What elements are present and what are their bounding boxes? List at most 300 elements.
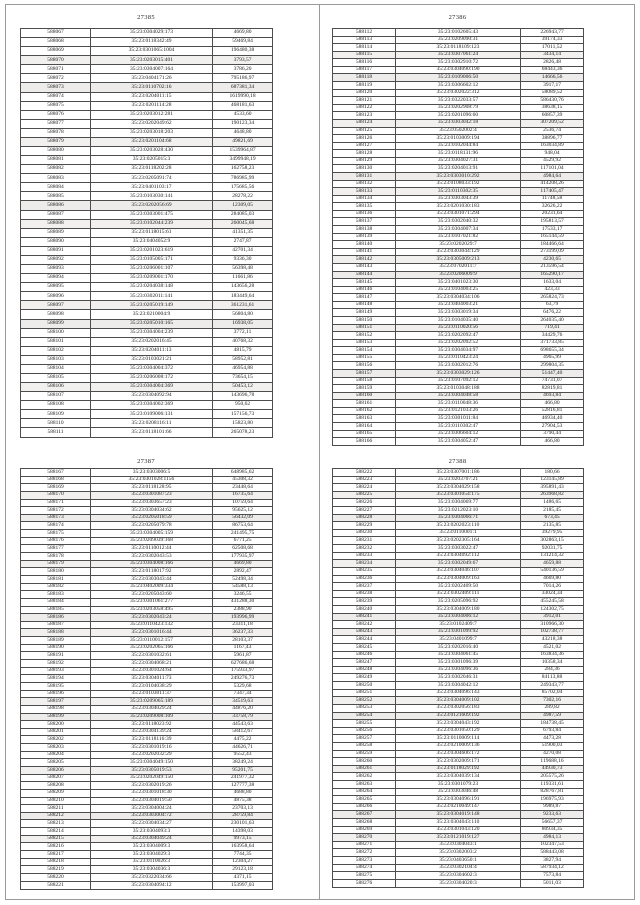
table-row [21,255,273,264]
table-row [21,128,273,137]
record-id-cell: 588190 [21,644,91,652]
record-id-cell: 588171 [21,499,91,507]
cadastral-number-cell: 35:23:0304096:191 [396,796,521,804]
table-row [21,355,273,364]
record-id-cell: 588268 [333,819,396,827]
amount-cell: 302863,15 [521,537,584,545]
record-id-cell: 588108 [21,401,91,410]
record-id-cell: 588178 [21,553,91,561]
table-row [21,537,273,545]
amount-cell: 1539964,87 [213,147,273,156]
record-id-cell: 588085 [21,192,91,201]
record-id-cell: 588117 [333,66,396,74]
record-id-cell: 588233 [333,552,396,560]
record-id-cell: 588226 [333,499,396,507]
record-id-cell: 588173 [21,514,91,522]
table-row [21,667,273,675]
amount-cell: 1619990,18 [213,92,273,101]
cadastral-number-cell: 35:23:0304049:24 [91,835,213,843]
record-id-cell: 588168 [21,476,91,484]
cadastral-number-cell: 35:23:0401023:30 [396,279,521,287]
table-row [21,660,273,668]
cadastral-number-cell: 35:23:0110012:157 [91,637,213,645]
cadastral-number-cell: 35:23:0110020:56 [396,324,521,332]
cadastral-number-cell: 35:23:0303004:72 [91,812,213,820]
table-row [21,858,273,866]
cadastral-number-cell: 35:23:0302910:72 [396,59,521,67]
table-row [333,142,584,150]
table-row [333,499,584,507]
table-row [333,339,584,347]
record-id-cell: 588121 [333,97,396,105]
table-row [21,237,273,246]
record-id-cell: 588163 [333,415,396,423]
record-id-cell: 588216 [21,843,91,851]
cadastral-number-cell: 35:23:0304602:3 [396,872,521,880]
cadastral-number-cell: 35:23:0304020:3 [396,879,521,887]
amount-cell: 92031,75 [521,545,584,553]
record-id-cell: 588232 [333,545,396,553]
amount-cell: 10358,34 [521,659,584,667]
amount-cell: 4533,60 [213,110,273,119]
amount-cell: 28759,84 [213,812,273,820]
cadastral-number-cell: 35:23:0404171:26 [91,74,213,83]
amount-cell: 4984,13 [521,834,584,842]
page-number-heading: 27388 [448,458,467,465]
cadastral-number-cell: 35:23:0103048:188 [396,385,521,393]
table-row [333,248,584,256]
amount-cell: 11748,58 [521,195,584,203]
table-row [333,226,584,234]
record-id-cell: 588243 [333,628,396,636]
amount-cell: 4815,79 [213,346,273,355]
record-id-cell: 588205 [21,759,91,767]
amount-cell: 46934,40 [521,415,584,423]
cadastral-number-cell: 35:23:0304009:102 [396,697,521,705]
record-id-cell: 588230 [333,529,396,537]
cadastral-number-cell: 35:23:0304066:71 [396,514,521,522]
record-id-cell: 588246 [333,651,396,659]
table-row [21,392,273,401]
record-id-cell: 588217 [21,851,91,859]
record-id-cell: 588239 [333,598,396,606]
cadastral-number-cell: 35:23:0110702:16 [91,83,213,92]
amount-cell: 2388,90 [213,606,273,614]
table-row [21,491,273,499]
table-row [333,666,584,674]
amount-cell: 6476,22 [521,309,584,317]
record-id-cell: 588157 [333,370,396,378]
table-row [21,147,273,156]
amount-cell: 165290,17 [521,271,584,279]
amount-cell: 56657,37 [521,819,584,827]
amount-cell: 63,79 [521,301,584,309]
record-id-cell: 588274 [333,864,396,872]
table-row [333,89,584,97]
cadastral-number-cell: 35:23:0103021:21 [91,355,213,364]
record-id-cell: 588136 [333,210,396,218]
amount-cell: 184466,64 [521,241,584,249]
record-id-cell: 588081 [21,156,91,165]
record-id-cell: 588155 [333,354,396,362]
table-row [333,872,584,880]
amount-cell: 162758,23 [213,165,273,174]
record-id-cell: 588098 [21,310,91,319]
amount-cell: 163034,89 [521,142,584,150]
table-row [21,346,273,355]
page-fold-divider [319,4,320,900]
amount-cell: 15823,80 [213,419,273,428]
record-id-cell: 588264 [333,788,396,796]
record-id-cell: 588146 [333,286,396,294]
table-row [21,47,273,56]
cadastral-number-cell: 35:23:0305009:213 [396,256,521,264]
record-id-cell: 588141 [333,248,396,256]
cadastral-number-cell: 35:23:0205015:3 [91,156,213,165]
cadastral-number-cell: 35:23:0301054:175 [396,491,521,499]
table-row [333,689,584,697]
table-row [333,674,584,682]
amount-cell: 27904,53 [521,423,584,431]
cadastral-number-cell: 35:23:0302003:2 [396,849,521,857]
table-row [21,652,273,660]
cadastral-number-cell: 35:23:0304606:172 [396,750,521,758]
amount-cell: 2185,45 [521,507,584,515]
cadastral-number-cell: 35:23:0304052:47 [396,438,521,446]
record-id-cell: 588076 [21,110,91,119]
table-row [333,720,584,728]
cadastral-number-cell: 35:23:0404052:9 [91,237,213,246]
cadastral-number-cell: 35:23:0202305:164 [396,537,521,545]
amount-cell: 3917,17 [521,82,584,90]
amount-cell: 4669,80 [213,29,273,38]
record-id-cell: 588227 [333,507,396,515]
table-row [333,765,584,773]
record-id-cell: 588110 [21,419,91,428]
cadastral-number-cell: 35:23:0301011:84 [396,415,521,423]
amount-cell: 119688,16 [521,758,584,766]
cadastral-number-cell: 35:23:0209039:168 [91,537,213,545]
record-id-cell: 588083 [21,174,91,183]
cadastral-number-cell: 35:23:0303657:23 [91,499,213,507]
amount-cell: 16735,64 [213,491,273,499]
cadastral-number-cell: 35:23:0203707:21 [396,476,521,484]
cadastral-number-cell: 35:23:0110001:1 [396,529,521,537]
record-id-cell: 588131 [333,172,396,180]
table-row [333,112,584,120]
cadastral-number-cell: 35:23:0302022:312 [396,89,521,97]
amount-cell: 3793,57 [213,56,273,65]
record-id-cell: 588204 [21,751,91,759]
cadastral-number-cell: 35:23:0304049:150 [91,759,213,767]
amount-cell: 23703,13 [213,805,273,813]
cadastral-number-cell: 35:23:0401099:7 [396,636,521,644]
table-row [333,742,584,750]
cadastral-number-cell: 35:23:0304004:372 [91,364,213,373]
table-row [21,568,273,576]
cadastral-number-cell: 35:23:0107021:82 [396,233,521,241]
record-id-cell: 588256 [333,727,396,735]
cadastral-number-cell: 35:23:0304009:3 [91,843,213,851]
record-id-cell: 588166 [333,438,396,446]
cadastral-number-cell: 35:23:0202029:7 [396,241,521,249]
cadastral-number-cell: 35:23:0205010:165 [91,319,213,328]
cadastral-number-cell: 35:23:0303010:292 [396,172,521,180]
cadastral-number-cell: 35:23:0301028:1156 [91,476,213,484]
record-id-cell: 588192 [21,660,91,668]
amount-cell: 33024,34 [521,590,584,598]
table-row [21,805,273,813]
amount-cell: 38638,15 [521,104,584,112]
amount-cell: 58412,67 [213,728,273,736]
page-number-heading: 27386 [448,14,467,21]
record-id-cell: 588111 [21,428,91,438]
amount-cell: 3246,55 [213,591,273,599]
table-row [21,246,273,255]
record-id-cell: 588095 [21,283,91,292]
amount-cell: 371733,85 [521,339,584,347]
cadastral-number-cell: 35:23:0118342:49 [91,38,213,47]
table-row [333,575,584,583]
table-row [333,704,584,712]
cadastral-number-cell: 35:23:0109006:50 [396,74,521,82]
record-id-cell: 588135 [333,203,396,211]
cadastral-number-cell: 35:23:0209001:170 [91,274,213,283]
cadastral-number-cell: 35:23:0108033:192 [396,180,521,188]
record-id-cell: 588199 [21,713,91,721]
cadastral-number-cell: 35:23:0304004:239 [91,328,213,337]
cadastral-number-cell: 35:23:0110423:24 [396,354,521,362]
amount-cell: 86753,64 [213,522,273,530]
cadastral-number-cell: 35:23:0301099:92 [396,628,521,636]
cadastral-number-cell: 35:23:0304068:21 [91,660,213,668]
record-id-cell: 588183 [21,591,91,599]
record-id-cell: 588182 [21,583,91,591]
amount-cell: 165144,59 [521,233,584,241]
table-row [21,219,273,228]
cadastral-number-cell: 35:23:0302043:53 [91,553,213,561]
cadastral-number-cell: 35:23:0304004:24 [91,805,213,813]
amount-cell: 74731,07 [521,377,584,385]
cadastral-number-cell: 35:23:0302409:111 [396,590,521,598]
cadastral-number-cell: 35:23:0306604:12 [396,430,521,438]
amount-cell: 3499948,19 [213,156,273,165]
amount-cell: 195813,57 [521,218,584,226]
table-row [333,218,584,226]
record-id-cell: 588078 [21,128,91,137]
table-row [21,283,273,292]
table-row [21,637,273,645]
amount-cell: 51900,03 [521,742,584,750]
cadastral-number-cell: 35:23:0304042:12 [396,682,521,690]
table-row [21,721,273,729]
table-row [333,750,584,758]
cadastral-number-cell: 35:23:0304004:369 [91,383,213,392]
cadastral-number-cell: 35:23:0202065:166 [91,644,213,652]
amount-cell: 648985,62 [213,469,273,477]
cadastral-number-cell: 35:23:0302012:76 [396,362,521,370]
amount-cell: 4230,65 [521,256,584,264]
table-row [333,415,584,423]
cadastral-number-cell: 35:23:0304061:45 [396,651,521,659]
record-id-cell: 588206 [21,766,91,774]
amount-cell: 102738,77 [521,628,584,636]
table-row [333,400,584,408]
table-row [333,758,584,766]
table-row [21,174,273,183]
amount-cell: 196480,38 [213,47,273,56]
record-id-cell: 588189 [21,637,91,645]
cadastral-number-cell: 35:23:0304008:166 [91,560,213,568]
record-id-cell: 588271 [333,841,396,849]
cadastral-number-cell: 35:23:0307061:24 [396,51,521,59]
cadastral-number-cell: 35:23:0206008:172 [91,373,213,382]
record-id-cell: 588197 [21,698,91,706]
record-id-cell: 588254 [333,712,396,720]
table-row [333,29,584,37]
table-row [333,507,584,515]
table-row [21,110,273,119]
amount-cell: 56432,09 [213,514,273,522]
cadastral-number-cell: 35:23:0702011:7 [396,263,521,271]
record-id-cell: 588087 [21,210,91,219]
amount-cell: 102347,53 [521,841,584,849]
table-row [333,598,584,606]
amount-cell: 180,66 [521,469,584,477]
table-row [333,430,584,438]
cadastral-number-cell: 35:23:0305019:53 [91,766,213,774]
amount-cell: 73654,15 [213,373,273,382]
amount-cell: 3786,20 [213,65,273,74]
amount-cell: 307209,52 [521,119,584,127]
cadastral-number-cell: 35:23:0301024:64 [91,667,213,675]
cadastral-number-cell: 35:23:0304002:369 [91,401,213,410]
record-id-cell: 588109 [21,410,91,419]
amount-cell: 23448,64 [213,484,273,492]
amount-cell: 183449,64 [213,292,273,301]
amount-cell: 687381,34 [213,83,273,92]
cadastral-number-cell: 35:23:0302019:26 [91,782,213,790]
cadastral-number-cell: 35:23:0301071:294 [396,210,521,218]
amount-cell: 4659,88 [521,560,584,568]
table-row [21,789,273,797]
record-id-cell: 588220 [21,873,91,881]
table-row [21,629,273,637]
cadastral-number-cell: 35:23:0201023:619 [91,246,213,255]
cadastral-number-cell: 35:23:0110302:47 [396,423,521,431]
record-id-cell: 588255 [333,720,396,728]
table-row [21,364,273,373]
record-id-cell: 588124 [333,119,396,127]
record-id-cell: 588073 [21,83,91,92]
table-row [21,698,273,706]
table-row [333,294,584,302]
amount-cell: 193996,99 [213,614,273,622]
table-row [333,879,584,887]
cadastral-number-cell: 35:23:0203028:430 [91,147,213,156]
table-row [333,347,584,355]
record-id-cell: 588212 [21,812,91,820]
table-row [333,241,584,249]
table-row [21,101,273,110]
cadastral-number-cell: 35:23:0203012:281 [91,110,213,119]
record-id-cell: 588164 [333,423,396,431]
amount-cell: 284,36 [521,666,584,674]
table-row [333,651,584,659]
cadastral-number-cell: 35:23:0304011:73 [91,675,213,683]
amount-cell: 32626,22 [521,203,584,211]
table-row [333,773,584,781]
cadastral-number-cell: 35:23:0118023:92 [91,721,213,729]
amount-cell: 42701,34 [213,246,273,255]
record-id-cell: 588156 [333,362,396,370]
amount-cell: 5961,87 [213,652,273,660]
cadastral-number-cell: 35:23:0304093:3 [91,828,213,836]
record-id-cell: 588201 [21,728,91,736]
cadastral-number-cell: 35:23:0304069:77 [396,499,521,507]
record-id-cell: 588088 [21,219,91,228]
table-row [333,484,584,492]
cadastral-number-cell: 35:23:0103011:37 [91,690,213,698]
cadastral-number-cell: 35:23:0205043:60 [91,591,213,599]
record-id-cell: 588174 [21,522,91,530]
cadastral-number-cell: 35:23:0304034:27 [91,820,213,828]
table-row [21,835,273,843]
cadastral-number-cell: 35:23:0210004:9 [91,310,213,319]
amount-cell: 127777,38 [213,782,273,790]
amount-cell: 60857,39 [521,112,584,120]
cadastral-number-cell: 35:23:0302104:4 [396,864,521,872]
table-row [21,401,273,410]
cadastral-number-cell: 35:23:0304090:190 [396,66,521,74]
cadastral-number-cell: 35:23:0304043:192 [396,720,521,728]
records-table [332,468,584,888]
amount-cell: 7347,34 [213,690,273,698]
record-id-cell: 588251 [333,689,396,697]
table-row [21,705,273,713]
record-id-cell: 588165 [333,430,396,438]
amount-cell: 4270,08 [521,750,584,758]
amount-cell: 29123,18 [213,866,273,874]
record-id-cell: 588245 [333,644,396,652]
amount-cell: 627686,68 [213,660,273,668]
cadastral-number-cell: 35:23:0304094:12 [91,881,213,889]
record-id-cell: 588185 [21,606,91,614]
record-id-cell: 588179 [21,560,91,568]
amount-cell: 4371,15 [213,873,273,881]
table-row [21,728,273,736]
amount-cell: 45308,32 [213,476,273,484]
cadastral-number-cell: 35:23:0304096:143 [396,689,521,697]
record-id-cell: 588149 [333,309,396,317]
amount-cell: 4984,64 [521,172,584,180]
cadastral-number-cell: 35:23:0118101:66 [91,428,213,438]
table-row [21,675,273,683]
record-id-cell: 588116 [333,59,396,67]
cadastral-number-cell: 35:23:0118116:39 [91,736,213,744]
cadastral-number-cell: 35:23:0302040:32 [396,218,521,226]
table-row [21,92,273,101]
table-row [21,598,273,606]
record-id-cell: 588248 [333,666,396,674]
table-row [21,192,273,201]
records-table [332,28,584,446]
cadastral-number-cell: 35:23:0302046:31 [396,674,521,682]
table-row [333,309,584,317]
table-row [333,135,584,143]
record-id-cell: 588249 [333,674,396,682]
record-id-cell: 588159 [333,385,396,393]
